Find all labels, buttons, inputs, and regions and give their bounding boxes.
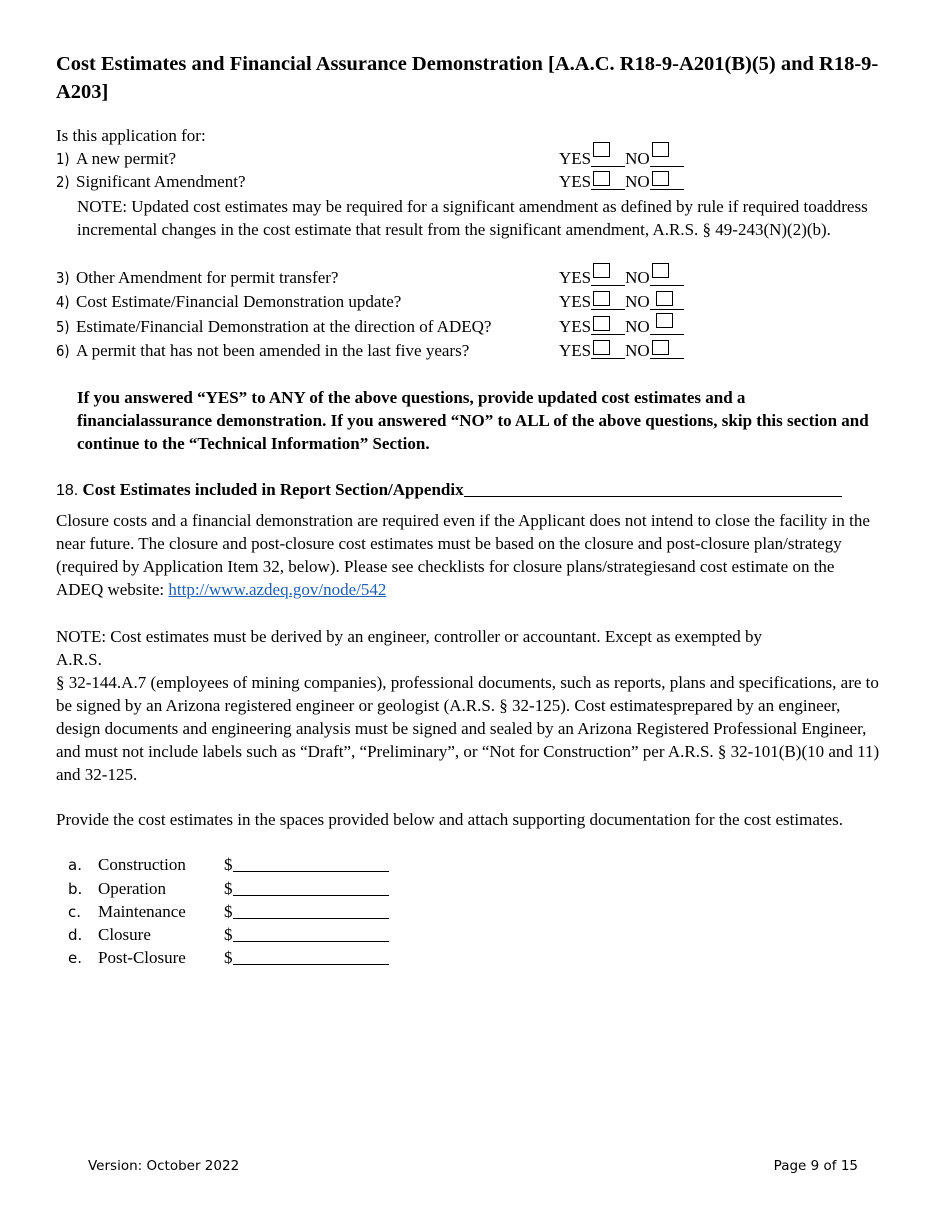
operation-cost-field[interactable]	[233, 879, 389, 896]
item-letter: e.	[68, 949, 82, 967]
engineer-note	[56, 625, 881, 786]
yes-label: YES	[559, 172, 592, 191]
dollar-sign: $	[224, 948, 233, 967]
instruction-note: If you answered “YES” to ANY of the above questions, provide updated cost estimates and a financialassurance demonstration. If you answered “NO” to ALL of the above questions, skip this section and continue to the “Technical Information” Section.	[77, 388, 869, 453]
yes-checkbox-1[interactable]	[591, 148, 625, 167]
dollar-sign: $	[224, 902, 233, 921]
question-text: A permit that has not been amended in the last five years?	[76, 341, 470, 360]
question-number: 6)	[56, 342, 70, 360]
item-number: 18.	[56, 482, 79, 499]
no-label: NO	[625, 317, 650, 336]
yes-checkbox-6[interactable]	[591, 340, 625, 359]
yes-no-6	[559, 339, 684, 362]
no-label: NO	[625, 172, 650, 191]
engineer-note-body: § 32-144.A.7 (employees of mining companies), professional documents, such as reports, plans and specifications, are to be signed by an Arizona registered engineer or geologist (A.R.S. § 32-125). Cost estimatesprepared by an engineer, design documents and engineering analysis must be signed and sealed by an Arizona Registered Professional Engineer, and must not include labels such as “Draft”, “Preliminary”, or “Not for Construction” per A.R.S. § 32-101(B)(10 and 11) and 32-125.	[56, 673, 880, 784]
cost-label: Construction	[98, 855, 186, 874]
no-checkbox-3[interactable]	[650, 267, 684, 286]
cost-label: Closure	[98, 925, 151, 944]
yes-no-1	[559, 147, 684, 170]
closure-paragraph	[56, 509, 881, 601]
yes-no-5	[559, 315, 684, 338]
dollar-sign: $	[224, 879, 233, 898]
adeq-website-link[interactable]: http://www.azdeq.gov/node/542	[168, 580, 387, 599]
yes-label: YES	[559, 341, 592, 360]
section-title: Cost Estimates and Financial Assurance Demonstration [A.A.C. R18-9-A201(B)(5) and R18-9-A203]	[56, 53, 879, 103]
yes-checkbox-4[interactable]	[591, 291, 625, 310]
question-text: Significant Amendment?	[76, 172, 246, 191]
version-label: Version: October 2022	[88, 1158, 240, 1174]
cost-label: Post-Closure	[98, 948, 186, 967]
construction-cost-field[interactable]	[233, 855, 389, 872]
question-text: Estimate/Financial Demonstration at the direction of ADEQ?	[76, 317, 492, 336]
dollar-sign: $	[224, 855, 233, 874]
question-1	[56, 147, 176, 171]
question-text: A new permit?	[76, 149, 177, 168]
cost-label: Maintenance	[98, 902, 186, 921]
question-5	[56, 315, 491, 339]
item-18-label: Cost Estimates included in Report Section/Appendix	[82, 480, 464, 499]
question-4	[56, 290, 401, 314]
yes-checkbox-5[interactable]	[591, 316, 625, 335]
item-letter: c.	[68, 903, 82, 921]
question-text: Cost Estimate/Financial Demonstration update?	[76, 292, 402, 311]
cost-row-operation	[68, 877, 389, 901]
yes-label: YES	[559, 292, 592, 311]
cost-row-post-closure	[68, 946, 389, 970]
question-number: 5)	[56, 318, 70, 336]
no-checkbox-4[interactable]	[650, 291, 684, 310]
no-label: NO	[625, 268, 650, 287]
yes-no-3	[559, 266, 684, 289]
page-number: Page 9 of 15	[773, 1158, 858, 1174]
yes-label: YES	[559, 149, 592, 168]
question-number: 3)	[56, 269, 70, 287]
yes-checkbox-2[interactable]	[591, 171, 625, 190]
cost-label: Operation	[98, 879, 166, 898]
closure-text: Closure costs and a financial demonstration are required even if the Applicant does not intend to close the facility in the near future. The closure and post-closure cost estimates must be based on the closure and post-closure plan/strategy (required by Application Item 32, below). Please see checklists for closure plans/strategiesand cost estimate on the ADEQ website:	[56, 511, 870, 599]
maintenance-cost-field[interactable]	[233, 902, 389, 919]
amendment-note: NOTE: Updated cost estimates may be required for a significant amendment as defined by rule if required toaddress incremental changes in the cost estimate that result from the significant amendment, A.R.S. § 49-243(N)(2)(b).	[77, 197, 868, 239]
yes-no-2	[559, 170, 684, 193]
cost-row-closure	[68, 923, 389, 947]
question-3	[56, 266, 338, 290]
cost-row-maintenance	[68, 900, 389, 924]
post-closure-cost-field[interactable]	[233, 948, 389, 965]
report-section-field[interactable]	[464, 482, 842, 497]
intro-text: Is this application for:	[56, 126, 206, 145]
no-checkbox-5[interactable]	[650, 316, 684, 335]
no-label: NO	[625, 292, 650, 311]
yes-label: YES	[559, 317, 592, 336]
engineer-note-line1: NOTE: Cost estimates must be derived by an engineer, controller or accountant. Except as exempted by	[56, 627, 763, 646]
closure-cost-field[interactable]	[233, 925, 389, 942]
item-letter: a.	[68, 856, 82, 874]
engineer-note-line2: A.R.S.	[56, 650, 102, 669]
yes-checkbox-3[interactable]	[591, 267, 625, 286]
no-checkbox-6[interactable]	[650, 340, 684, 359]
question-6	[56, 339, 469, 363]
question-text: Other Amendment for permit transfer?	[76, 268, 339, 287]
provide-paragraph: Provide the cost estimates in the spaces provided below and attach supporting documentation for the cost estimates.	[56, 810, 843, 829]
cost-row-construction	[68, 853, 389, 877]
yes-no-4	[559, 290, 684, 313]
dollar-sign: $	[224, 925, 233, 944]
yes-label: YES	[559, 268, 592, 287]
no-checkbox-1[interactable]	[650, 148, 684, 167]
question-number: 1)	[56, 150, 70, 168]
item-letter: d.	[68, 926, 83, 944]
question-2	[56, 170, 246, 194]
item-letter: b.	[68, 880, 83, 898]
question-number: 4)	[56, 293, 70, 311]
no-label: NO	[625, 149, 650, 168]
no-label: NO	[625, 341, 650, 360]
item-18	[56, 478, 881, 502]
question-number: 2)	[56, 173, 70, 191]
no-checkbox-2[interactable]	[650, 171, 684, 190]
